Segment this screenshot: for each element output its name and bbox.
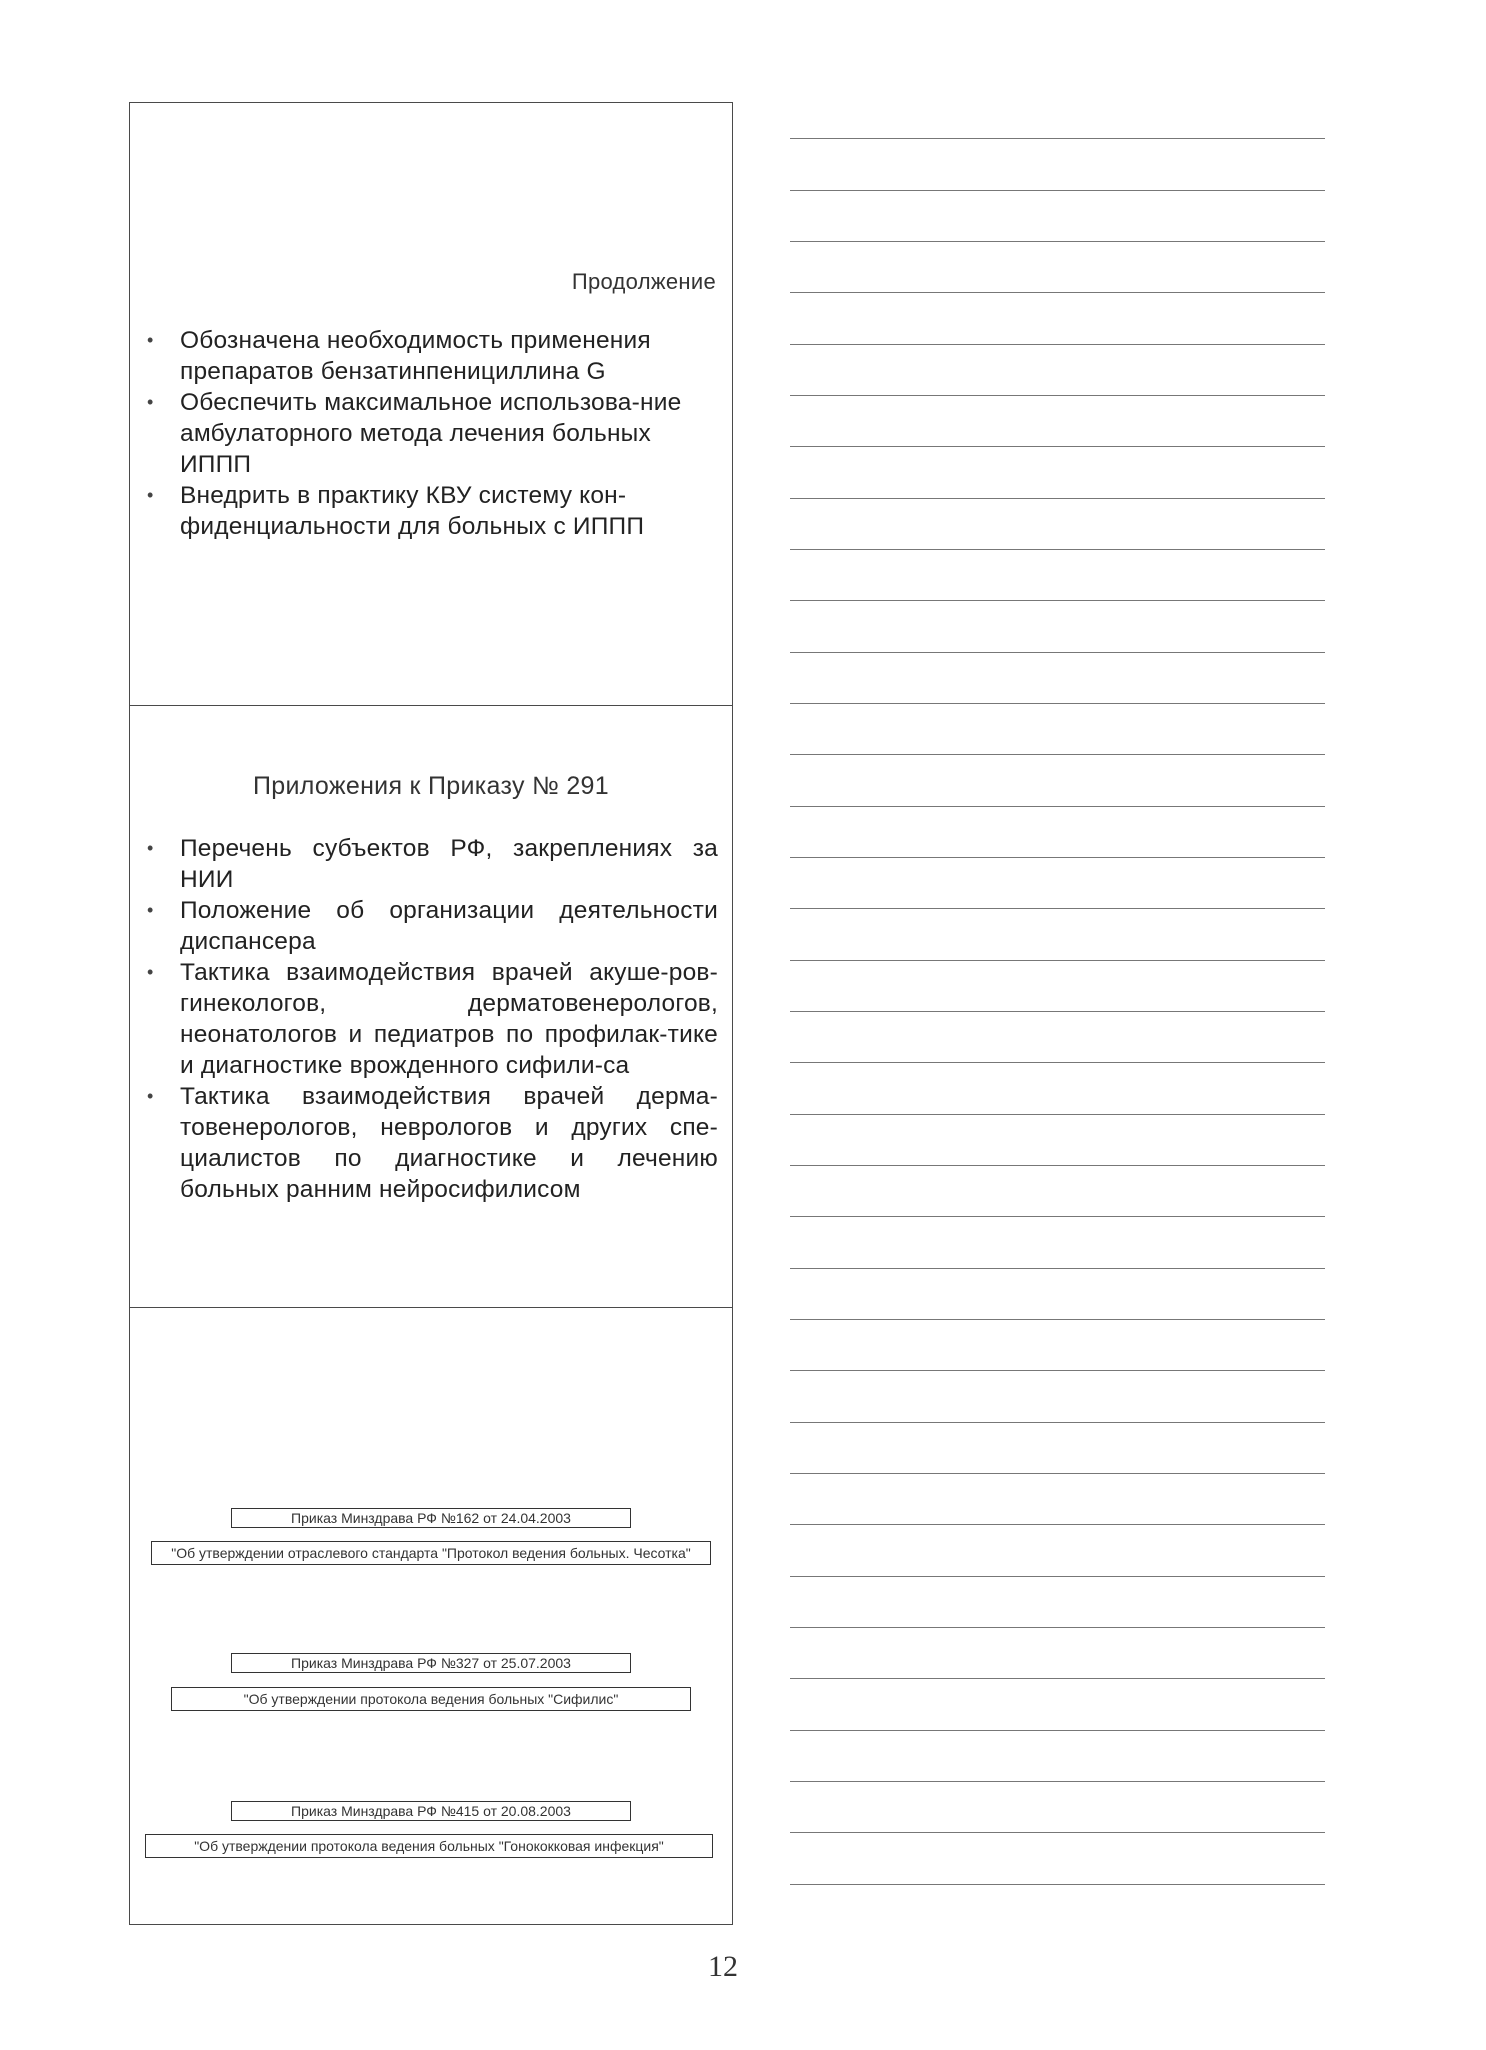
note-line <box>790 292 1325 293</box>
order-title-box: "Об утверждении отраслевого стандарта "Протокол ведения больных. Чесотка" <box>151 1541 711 1565</box>
note-line <box>790 446 1325 447</box>
slide-appendices <box>130 706 732 1308</box>
bullet-icon: • <box>147 900 154 920</box>
list-item <box>130 895 718 957</box>
note-line <box>790 1422 1325 1423</box>
bullet-text: Положение об организации деятельности диспансера <box>180 897 718 955</box>
note-line <box>790 1062 1325 1063</box>
slide-continuation <box>130 103 732 706</box>
continued-label: Продолжение <box>571 269 716 294</box>
note-line <box>790 1268 1325 1269</box>
slide2-bullet-list <box>130 833 718 1205</box>
note-line <box>790 754 1325 755</box>
note-line <box>790 344 1325 345</box>
note-line <box>790 1011 1325 1012</box>
note-line <box>790 1627 1325 1628</box>
note-line <box>790 1832 1325 1833</box>
list-item <box>130 833 718 895</box>
order-number-box: Приказ Минздрава РФ №415 от 20.08.2003 <box>231 1801 631 1821</box>
notes-lines <box>790 0 1325 1960</box>
note-line <box>790 190 1325 191</box>
slide1-bullet-list <box>130 325 718 542</box>
list-item <box>130 957 718 1081</box>
order-number-box: Приказ Минздрава РФ №327 от 25.07.2003 <box>231 1653 631 1673</box>
bullet-text: Обозначена необходимость применения препаратов бензатинпенициллина G <box>180 327 651 385</box>
note-line <box>790 806 1325 807</box>
note-line <box>790 138 1325 139</box>
note-line <box>790 1884 1325 1885</box>
bullet-text: Перечень субъектов РФ, закреплениях за НИИ <box>180 835 718 893</box>
note-line <box>790 960 1325 961</box>
note-line <box>790 857 1325 858</box>
bullet-icon: • <box>147 1086 154 1106</box>
note-line <box>790 1678 1325 1679</box>
note-line <box>790 703 1325 704</box>
bullet-text: Обеспечить максимальное использова-ние амбулаторного метода лечения больных ИППП <box>180 389 682 478</box>
note-line <box>790 1576 1325 1577</box>
list-item <box>130 387 718 480</box>
note-line <box>790 600 1325 601</box>
slides-column <box>129 102 733 1925</box>
bullet-icon: • <box>147 330 154 350</box>
note-line <box>790 652 1325 653</box>
list-item <box>130 480 718 542</box>
slide-title: Приложения к Приказу № 291 <box>253 772 609 800</box>
note-line <box>790 1473 1325 1474</box>
note-line <box>790 1524 1325 1525</box>
bullet-text: Тактика взаимодействия врачей дерма-товенерологов, неврологов и других спе-циалистов по диагностике и лечению больных ранним нейросифилисом <box>180 1083 718 1203</box>
note-line <box>790 395 1325 396</box>
note-line <box>790 241 1325 242</box>
bullet-text: Тактика взаимодействия врачей акуше-ров-гинекологов, дерматовенерологов, неонатологов и педиатров по профилак-тике и диагностике врожденного сифили-са <box>180 959 718 1079</box>
note-line <box>790 1370 1325 1371</box>
note-line <box>790 1216 1325 1217</box>
slide-orders <box>130 1308 732 1924</box>
note-line <box>790 1114 1325 1115</box>
note-line <box>790 549 1325 550</box>
note-line <box>790 908 1325 909</box>
bullet-icon: • <box>147 962 154 982</box>
bullet-icon: • <box>147 392 154 412</box>
note-line <box>790 1730 1325 1731</box>
note-line <box>790 1319 1325 1320</box>
note-line <box>790 1165 1325 1166</box>
list-item <box>130 1081 718 1205</box>
bullet-icon: • <box>147 838 154 858</box>
bullet-icon: • <box>147 485 154 505</box>
order-number-box: Приказ Минздрава РФ №162 от 24.04.2003 <box>231 1508 631 1528</box>
note-line <box>790 498 1325 499</box>
list-item <box>130 325 718 387</box>
page-number: 12 <box>708 1950 738 1983</box>
note-line <box>790 1781 1325 1782</box>
bullet-text: Внедрить в практику КВУ систему кон-фиденциальности для больных с ИППП <box>180 482 645 540</box>
order-title-box: "Об утверждении протокола ведения больных "Сифилис" <box>171 1687 691 1711</box>
order-title-box: "Об утверждении протокола ведения больных "Гонококковая инфекция" <box>145 1834 713 1858</box>
